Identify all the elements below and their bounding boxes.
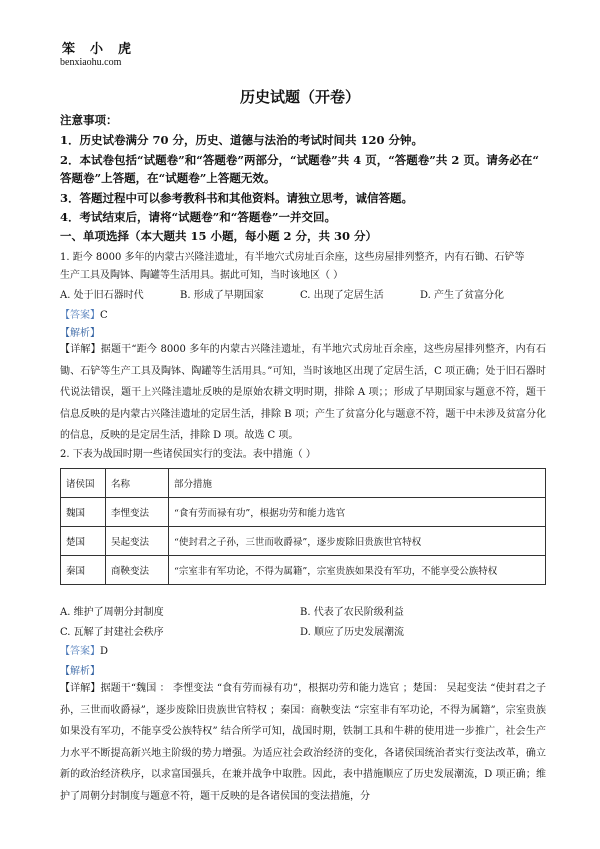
table-header-row [61,469,546,498]
reform-table [60,468,546,585]
q2-analysis-tag: 【解析】 [60,666,100,677]
logo-url: benxiaohu.com [60,57,122,68]
answer-tag: 【答案】 [60,310,100,321]
q2-option-d: D. 顺应了历史发展潮流 [300,627,405,638]
table-cell: “宗室非有军功论，不得为属籍”，宗室贵族如果没有军功，不能享受公族特权 [169,556,546,585]
q2-answer [60,642,108,657]
q1-stem-line1: 1. 距今 8000 多年的内蒙古兴隆洼遗址，有半地穴式房址百余座，这些房屋排列整齐，内有石锄、石铲等 [60,252,525,263]
page-title: 历史试题（开卷） [239,88,360,106]
table-header: 名称 [106,469,169,498]
table-cell: 吴起变法 [106,527,169,556]
q1-option-a: A. 处于旧石器时代 [60,290,144,301]
table-cell: 秦国 [61,556,106,585]
q2-option-b: B. 代表了农民阶级利益 [300,607,404,618]
table-cell: 商鞅变法 [106,556,169,585]
q1-option-d: D. 产生了贫富分化 [420,290,505,301]
answer-value: D [100,646,109,657]
q1-answer [60,306,108,321]
section-heading: 一、单项选择（本大题共 15 小题，每小题 2 分，共 30 分） [60,229,378,243]
q2-stem: 2. 下表为战国时期一些诸侯国实行的变法。表中措施（ ） [60,449,316,460]
note-4: 4．考试结束后，请将“试题卷”和“答题卷”一并交回。 [60,210,336,224]
table-header: 部分措施 [169,469,546,498]
note-1: 1．历史试卷满分 70 分，历史、道德与法治的考试时间共 120 分钟。 [60,133,424,147]
table-cell: 楚国 [61,527,106,556]
note-2a: 2．本试卷包括“试题卷”和“答题卷”两部分，“试题卷”共 4 页，“答题卷”共 2 页。请务必在“ [60,153,540,167]
answer-tag: 【答案】 [60,646,100,657]
table-row [61,498,546,527]
table-cell: “使封君之子孙，三世而收爵禄”，逐步废除旧贵族世官特权 [169,527,546,556]
q1-detail: 【详解】据题干“距今 8000 多年的内蒙古兴隆洼遗址，有半地穴式房址百余座，这些房屋排列整齐，内有石锄、石铲等生产工具及陶钵、陶罐等生活用具。”可知，当时该地区出现了定居生活，C 项正确；处于旧石器时代说法错误，题干上兴隆洼遗址反映的是原始农耕文明时期，排除 A 项；；形成了早期国家与题意不符，题干信息反映的是内蒙古兴隆洼遗址的定居生活，排除 B 项；产生了贫富分化与题意不符，题干中未涉及贫富分化的信息，反映的是定居生活，排除 D 项。故选 C 项。 [60,344,546,441]
q2-option-a: A. 维护了周朝分封制度 [60,607,164,618]
table-header: 诸侯国 [61,469,106,498]
q1-stem-line2: 生产工具及陶钵、陶罐等生活用具。据此可知，当时该地区（ ） [60,270,344,281]
q2-detail: 【详解】据题干“魏国 ： 李悝变法 “食有劳而禄有功”，根据功劳和能力选官 ；楚国： 吴起变法 “使封君之子孙，三世而收爵禄”，逐步废除旧贵族世官特权 ；秦国：商鞅变法 “宗室非有军功论，不得为属籍”，宗室贵族如果没有军功，不能享受公族特权” 结合所学可知，战国时期，铁制工具和牛耕的使用进一步推广，社会生产力水平不断提高新兴地主阶级的势力增强。为适应社会政治经济的变化，各诸侯国统治者实行变法改革，确立新的政治经济秩序，以求富国强兵，在兼并战争中取胜。因此，表中措施顺应了历史发展潮流，D 项正确；维护了周朝分封制度与题意不符，题干反映的是各诸侯国的变法措施，分 [60,683,546,802]
note-2b: 答题卷”上答题，在“试题卷”上答题无效。 [60,171,276,185]
q1-option-c: C. 出现了定居生活 [300,290,384,301]
table-cell: “食有劳而禄有功”，根据功劳和能力选官 [169,498,546,527]
table-cell: 李悝变法 [106,498,169,527]
q1-analysis-tag: 【解析】 [60,328,100,339]
q1-option-b: B. 形成了早期国家 [180,290,264,301]
table-row [61,527,546,556]
table-cell: 魏国 [61,498,106,527]
answer-value: C [100,310,108,321]
q2-option-c: C. 瓦解了封建社会秩序 [60,627,164,638]
logo-chinese: 笨小虎 [62,42,147,57]
note-3: 3．答题过程中可以参考教科书和其他资料。请独立思考，诚信答题。 [60,191,413,205]
table-row [61,556,546,585]
notes-heading: 注意事项： [60,113,118,127]
